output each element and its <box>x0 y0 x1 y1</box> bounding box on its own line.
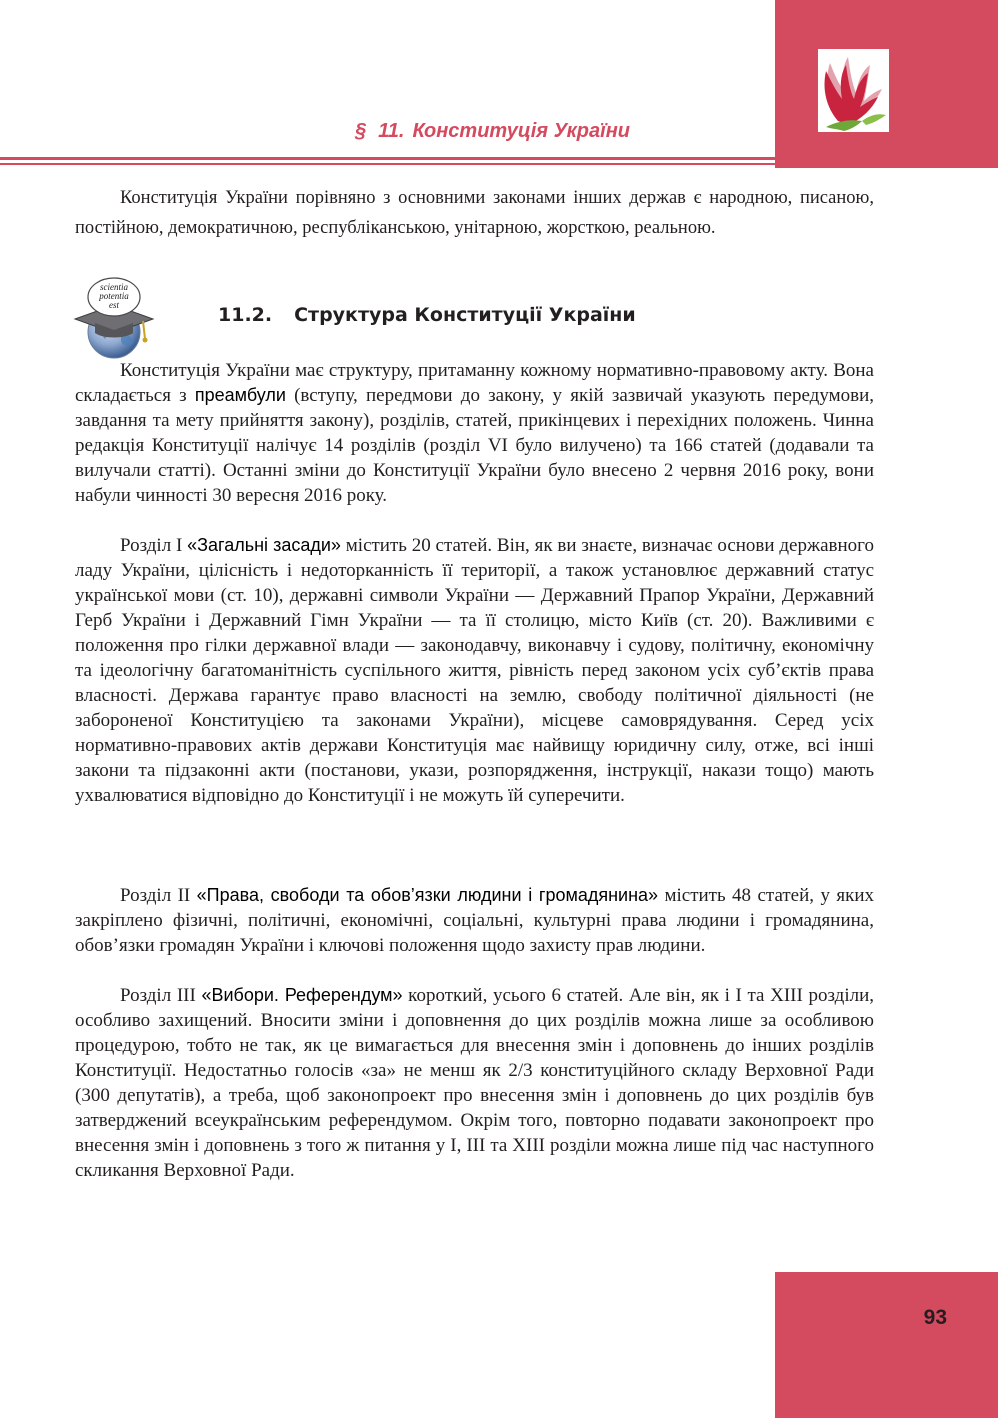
logo <box>818 49 889 132</box>
header-rule <box>0 163 775 165</box>
section-title: Структура Конституції України <box>294 304 636 326</box>
hands-dove-logo-icon <box>818 49 889 132</box>
body-paragraph <box>75 358 874 508</box>
scientia-potentia-est-emblem-icon <box>73 277 155 361</box>
key-term: «Загальні засади» <box>187 535 341 555</box>
scientia-emblem <box>73 277 155 361</box>
paragraph-text: Розділ III <box>120 985 202 1006</box>
paragraph-text: короткий, усього 6 статей. Але він, як і I та XIII розділи, особливо захищений. Вносити зміни і доповнення до цих розділів можна лише за особливою процедурою, тобто не так, як це вимагається для внесення змін і доповнень до інших розділів Конституції. Недостатньо голосів «за» не менш як 2/3 конституційного складу Верховної Ради (300 депутатів), а треба, щоб законопроект про внесення змін і доповнень до цих розділів був затверджений всеукраїнським референдумом. Окрім того, повторно подавати законопроект про внесення змін і доповнень з того ж питання у I, III та XIII розділи можна лише під час наступного скликання Верховної Ради. <box>75 985 874 1181</box>
paragraph-text: містить 20 статей. Він, як ви знаєте, визначає основи державного ладу України, цілісність і недоторканність її території, а також установлює державний статус української мови (ст. 10), державні символи України — Державний Прапор України, Державний Герб України і Державний Гімн України — та її столицю, місто Київ (ст. 20). Важливими є положення про гілки державної влади — законодавчу, виконавчу і судову, політичну, економічну та ідеологічну багатоманітність суспільного життя, рівність перед законом усіх суб’єктів права власності. Держава гарантує право власності на землю, свободу політичної діяльності (не забороненої Конституцією та законами України), місцеве самоврядування. Серед усіх нормативно-правових актів держави Конституція має найвищу юридичну силу, отже, всі інші закони та підзаконні акти (постанови, укази, розпорядження, інструкції, накази тощо) мають ухвалюватися відповідно до Конституції і не можуть їй суперечити. <box>75 535 874 806</box>
header-rule <box>0 157 775 160</box>
key-term: «Права, свободи та обов’язки людини і громадянина» <box>196 885 659 905</box>
page-number: 93 <box>923 1306 947 1329</box>
page-number-block <box>775 1272 998 1418</box>
body-paragraph <box>75 883 874 958</box>
chapter-title-text: Конституція України <box>412 120 631 142</box>
emblem-text-line: est <box>109 300 119 310</box>
paragraph-text: (вступу, передмови до закону, у якій зазвичай указують передумови, завдання та мету прийняття закону), розділів, статей, прикінцевих і перехідних положень. Чинна редакція Конституції налічує 14 розділів (розділ VI було вилучено) та 166 статей (додавали та вилучали статті). Останні зміни до Конституції України було внесено 2 червня 2016 року, вони набули чинності 30 вересня 2016 року. <box>75 385 874 506</box>
chapter-title <box>355 120 755 143</box>
key-term: «Вибори. Референдум» <box>201 985 403 1005</box>
section-number: 11.2. <box>218 304 273 326</box>
emblem-text-line: scientia <box>100 282 128 292</box>
emblem-text-line: potentia <box>99 291 129 301</box>
key-term: преамбули <box>194 385 286 405</box>
paragraph-text: Розділ II <box>120 885 197 906</box>
section-symbol: § <box>355 120 367 142</box>
paragraph-text: Конституція України має структуру, притаманну кожному нормативно-правовому акту. Вона складається з <box>75 360 874 406</box>
body-paragraph <box>75 983 874 1183</box>
intro-paragraph: Конституція України порівняно з основними законами інших держав є народною, писаною, постійною, демократичною, республіканською, унітарною, жорсткою, реальною. <box>75 188 874 238</box>
paragraph-text: містить 48 статей, у яких закріплено фізичні, політичні, економічні, соціальні, культурні права людини і громадянина, обов’язки громадян України і ключові положення щодо захисту прав людини. <box>75 885 874 956</box>
paragraph-text: Розділ I <box>120 535 188 556</box>
section-heading <box>218 304 636 326</box>
chapter-number: 11. <box>378 120 405 142</box>
body-paragraph <box>75 533 874 808</box>
